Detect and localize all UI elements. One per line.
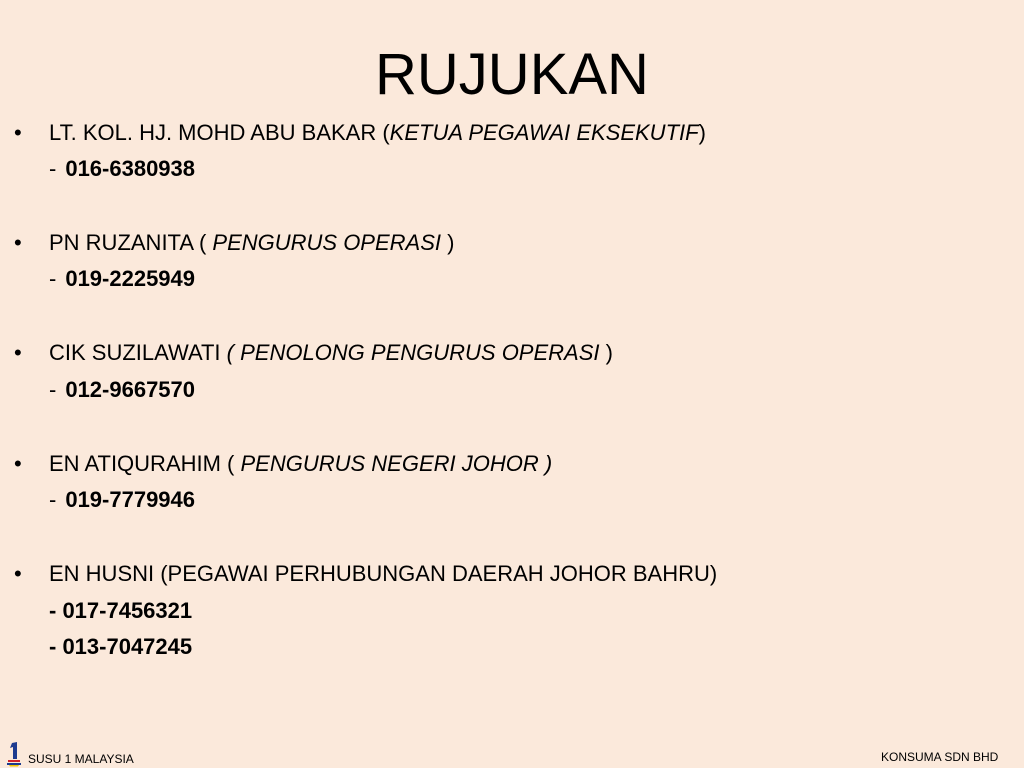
contact-role: PENGURUS OPERASI bbox=[212, 230, 448, 255]
contact-name-line bbox=[49, 560, 717, 588]
contact-role: KETUA PEGAWAI EKSEKUTIF bbox=[389, 120, 699, 145]
contact-phone: 016-6380938 bbox=[65, 156, 196, 181]
contact-role: ( PENOLONG PENGURUS OPERASI bbox=[226, 340, 606, 365]
contact-name: PN RUZANITA ( bbox=[49, 230, 213, 255]
bullet-icon: • bbox=[14, 340, 22, 365]
contact-role-close: ) bbox=[605, 340, 613, 365]
footer-right-text: KONSUMA SDN BHD bbox=[881, 750, 999, 764]
contact-phone: 012-9667570 bbox=[65, 377, 196, 402]
bullet-icon: • bbox=[14, 451, 22, 476]
contact-phone: 019-2225949 bbox=[65, 266, 196, 291]
bullet-icon: • bbox=[14, 230, 22, 255]
1malaysia-logo-icon bbox=[5, 741, 23, 767]
contact-name: CIK SUZILAWATI bbox=[49, 340, 227, 365]
contact-phone: - 017-7456321 bbox=[49, 598, 193, 623]
phone-dash: - bbox=[49, 266, 57, 291]
phone-dash: - bbox=[49, 487, 57, 512]
contact-name-line bbox=[49, 119, 706, 147]
footer-left-text: SUSU 1 MALAYSIA bbox=[28, 752, 134, 766]
bullet-icon: • bbox=[14, 561, 22, 586]
contact-name: LT. KOL. HJ. MOHD ABU BAKAR ( bbox=[49, 120, 390, 145]
contact-phone-line bbox=[49, 265, 195, 293]
bullet-icon: • bbox=[14, 120, 22, 145]
contact-role-close: ) bbox=[447, 230, 455, 255]
contact-role-close: ) bbox=[698, 120, 706, 145]
contact-phone-line bbox=[49, 376, 195, 404]
contact-phone: - 013-7047245 bbox=[49, 634, 193, 659]
contact-phone-line bbox=[49, 486, 195, 514]
contact-name: EN HUSNI (PEGAWAI PERHUBUNGAN DAERAH JOHOR BAHRU) bbox=[49, 561, 718, 586]
phone-dash: - bbox=[49, 377, 57, 402]
phone-dash: - bbox=[49, 156, 57, 181]
contact-name-line bbox=[49, 229, 454, 257]
contact-phone-line bbox=[49, 155, 195, 183]
contact-name: EN ATIQURAHIM ( bbox=[49, 451, 241, 476]
contact-phone: 019-7779946 bbox=[65, 487, 196, 512]
contact-role: PENGURUS NEGERI JOHOR ) bbox=[240, 451, 553, 476]
page-title: RUJUKAN bbox=[375, 42, 649, 107]
contact-name-line bbox=[49, 339, 613, 367]
contact-name-line bbox=[49, 450, 552, 478]
